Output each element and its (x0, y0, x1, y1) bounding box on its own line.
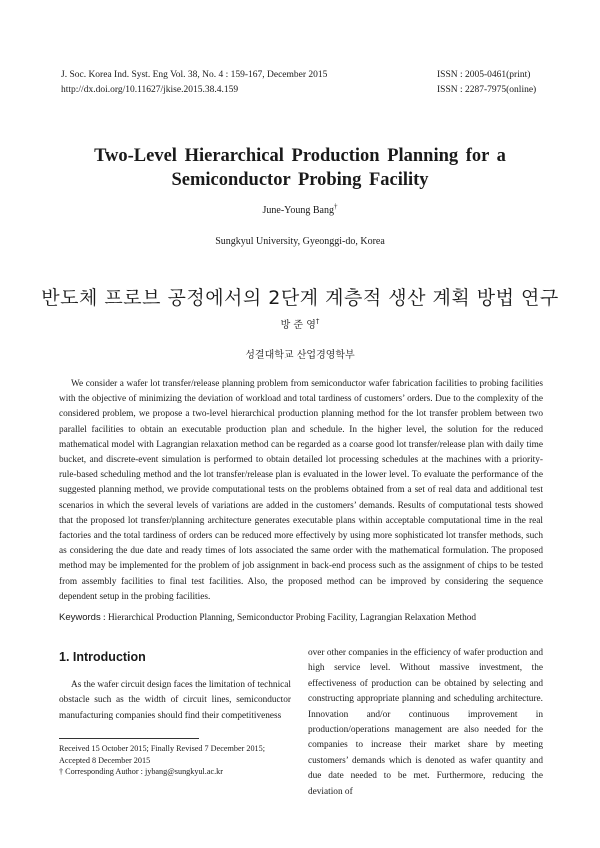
corresponding-footnote-mark: † (59, 767, 64, 777)
journal-citation: J. Soc. Korea Ind. Syst. Eng Vol. 38, No. 4 : 159-167, December 2015 (61, 70, 328, 80)
intro-right-column: over other companies in the efficiency of wafer production and high service level. Without massive investment, the effectiveness of production can be obtained by selecting and constructing appropriate planning and scheduling architecture. Innovation and/or continuous improvement in production/operations management are also needed for the companies to increase their market share by meeting customers’ demands which is denoted as wafer quantity and due date needed to be met. Furthermore, reducing the deviation of (308, 648, 543, 797)
received-note: Received 15 October 2015; Finally Revised 7 December 2015; (59, 744, 265, 753)
author-ko (0, 316, 600, 331)
issn-print: ISSN : 2005-0461(print) (437, 70, 531, 80)
intro-left-column: As the wafer circuit design faces the limitation of technical obstacle such as the width of circuit lines, semiconductor manufacturing companies should find their competitiveness (59, 680, 291, 721)
paper-title-ko: 반도체 프로브 공정에서의 2단계 계층적 생산 계획 방법 연구 (41, 287, 559, 309)
keywords-list: Hierarchical Production Planning, Semiconductor Probing Facility, Lagrangian Relaxation Method (107, 613, 477, 623)
corresponding-note (59, 766, 299, 778)
corresponding-mark: † (334, 202, 338, 211)
affiliation-ko: 성결대학교 산업경영학부 (245, 350, 355, 361)
keywords: Keywords : Hierarchical Production Planning, Semiconductor Probing Facility, Lagrangian Relaxation Method (59, 612, 477, 623)
affiliation-en: Sungkyul University, Gyeonggi-do, Korea (215, 236, 385, 247)
title-line-1: Two-Level Hierarchical Production Planning for a (94, 146, 506, 166)
footnotes (59, 743, 299, 778)
issn-online: ISSN : 2287-7975(online) (437, 85, 537, 95)
paper-title-en (40, 144, 560, 192)
abstract: We consider a wafer lot transfer/release planning problem from semiconductor wafer fabrication facilities to probing facilities with the objective of minimizing the deviation of workload and total tardiness of customers’ orders. Due to the complexity of the considered problem, we propose a two-level hierarchical production planning method for the lot transfer problem between two parallel facilities to obtain an executable production plan and schedule. In the higher level, the solution for the reduced mathematical model with Lagrangian relaxation method can be regarded as a coarse good lot transfer/release plan with daily time bucket, and discrete-event simulation is performed to obtain detailed lot processing schedules at the machines with a priority-rule-based scheduling method and the lot transfer/release plan is evaluated in the lower level. To evaluate the performance of the suggested planning method, we provide computational tests on the problems obtained from a set of real data and additional test scenarios in which the several levels of variations are added in the customers’ demands. Results of computational tests showed that the proposed lot transfer/planning architecture generates executable plans within acceptable computational time in the real factories and the total tardiness of orders can be reduced more effectively by using more sophisticated lot transfer methods, such as considering the due date and ready times of lots associated the same order with the mathematical formulation. The proposed method may be implemented for the problem of job assignment in back-end process such as the assignment of chips to be tested from assembly facilities to final test facilities. Also, the proposed method can be improved by considering the sequence dependent setup in the probing facilities. (59, 379, 543, 602)
corresponding-mark-ko: † (315, 317, 320, 326)
author-name-ko: 방 준 영 (280, 320, 316, 331)
author-name-en: June-Young Bang (262, 205, 334, 216)
title-line-2: Semiconductor Probing Facility (171, 170, 429, 190)
keywords-label: Keywords (59, 612, 101, 623)
accepted-note: Accepted 8 December 2015 (59, 755, 151, 765)
corresponding-email[interactable]: Corresponding Author : jybang@sungkyul.ac.kr (65, 767, 223, 777)
author-en (0, 202, 600, 216)
issn-block (437, 68, 536, 98)
doi-link[interactable]: http://dx.doi.org/10.11627/jkise.2015.38.4.159 (61, 85, 239, 95)
footnote-divider (59, 738, 199, 739)
section-heading: 1. Introduction (59, 650, 146, 664)
journal-header (61, 68, 327, 98)
